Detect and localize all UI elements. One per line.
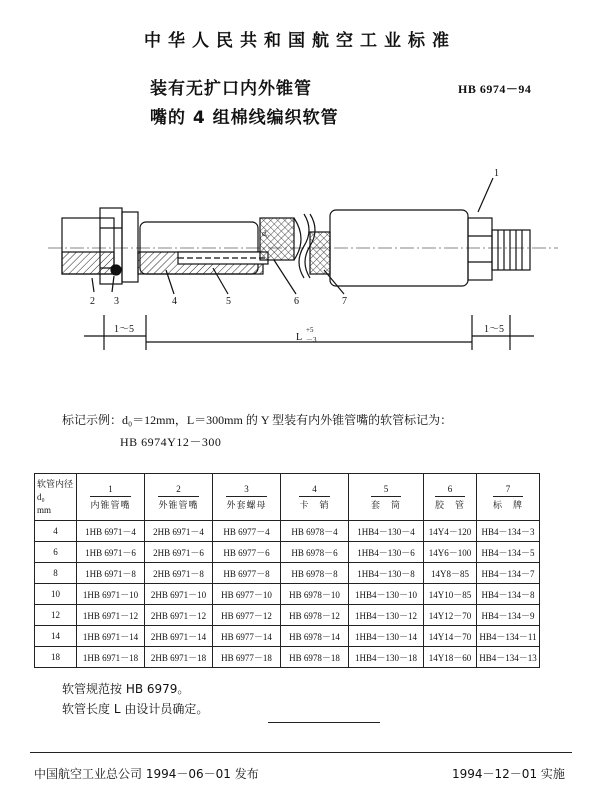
column-name: 套 筒 <box>371 496 401 511</box>
column-header <box>77 474 145 521</box>
marking-example-code: HB 6974Y12－300 <box>120 435 222 449</box>
table-cell: 12 <box>35 605 77 626</box>
table-cell: HB 6978－18 <box>281 647 349 668</box>
table-cell: 1HB 6971－18 <box>77 647 145 668</box>
table-cell: HB4－134－9 <box>477 605 540 626</box>
table-cell: 1HB4－130－8 <box>349 563 424 584</box>
column-number: 4 <box>312 483 317 494</box>
table-cell: 8 <box>35 563 77 584</box>
part-label-3: 3 <box>114 296 119 307</box>
table-cell: HB4－134－11 <box>477 626 540 647</box>
column-number: 5 <box>383 483 389 494</box>
part-label-2: 2 <box>90 296 95 307</box>
dim-right: 1～5 <box>484 324 504 335</box>
part-label-4: 4 <box>172 296 177 307</box>
table-cell: HB 6977－8 <box>213 563 281 584</box>
table-cell: HB 6978－4 <box>281 521 349 542</box>
table-row <box>35 521 540 542</box>
dim-left: 1～5 <box>114 324 134 335</box>
column-header <box>145 474 213 521</box>
table-corner <box>35 474 77 521</box>
table-cell: 2HB 6971－12 <box>145 605 213 626</box>
column-number: 6 <box>447 483 453 494</box>
part-label-6: 6 <box>294 296 299 307</box>
hose-assembly-drawing <box>48 160 558 360</box>
table-cell: 1HB 6971－14 <box>77 626 145 647</box>
table-cell: 14Y4－120 <box>424 521 477 542</box>
table-cell: HB 6977－10 <box>213 584 281 605</box>
column-number: 2 <box>176 483 181 494</box>
right-nut <box>468 218 492 280</box>
pin-ball <box>111 265 121 275</box>
table-cell: 2HB 6971－18 <box>145 647 213 668</box>
table-cell: 14Y12－70 <box>424 605 477 626</box>
table-cell: 1HB 6971－6 <box>77 542 145 563</box>
table-cell: HB 6978－14 <box>281 626 349 647</box>
table-header-row <box>35 474 540 521</box>
dim-tol-lower: －3 <box>306 336 317 344</box>
column-name: 外锥管嘴 <box>158 496 198 511</box>
table-cell: 14Y10－85 <box>424 584 477 605</box>
table-cell: 14 <box>35 626 77 647</box>
table-row <box>35 584 540 605</box>
column-header <box>213 474 281 521</box>
dim-tol-upper: +5 <box>306 326 314 334</box>
end-divider <box>268 722 380 723</box>
table-cell: 1HB 6971－12 <box>77 605 145 626</box>
table-cell: HB 6978－10 <box>281 584 349 605</box>
standard-code: HB 6974－94 <box>458 82 532 96</box>
table-cell: 1HB 6971－8 <box>77 563 145 584</box>
table-cell: 14Y8－85 <box>424 563 477 584</box>
table-cell: HB 6977－14 <box>213 626 281 647</box>
table-cell: 1HB4－130－4 <box>349 521 424 542</box>
column-name: 外套螺母 <box>226 496 266 511</box>
table-cell: 1HB 6971－10 <box>77 584 145 605</box>
part-label-5: 5 <box>226 296 231 307</box>
table-row <box>35 647 540 668</box>
marking-example: 标记示例：d₀＝12mm，L＝300mm 的 Y 型装有内外锥管嘴的软管标记为： <box>62 413 453 427</box>
table-cell: 1HB4－130－18 <box>349 647 424 668</box>
column-header <box>349 474 424 521</box>
table-cell: HB 6977－4 <box>213 521 281 542</box>
dim-length: L <box>296 332 303 343</box>
column-number: 1 <box>108 483 113 494</box>
document-title-line1: 装有无扩口内外锥管 <box>150 79 312 99</box>
table-cell: 6 <box>35 542 77 563</box>
table-cell: 2HB 6971－14 <box>145 626 213 647</box>
footer-effective-date: 1994－12－01 实施 <box>452 767 565 781</box>
column-name: 卡 销 <box>299 496 329 511</box>
table-cell: HB 6977－6 <box>213 542 281 563</box>
table-cell: HB4－134－3 <box>477 521 540 542</box>
table-cell: 1HB4－130－6 <box>349 542 424 563</box>
table-cell: HB4－134－8 <box>477 584 540 605</box>
table-cell: 10 <box>35 584 77 605</box>
table-cell: 18 <box>35 647 77 668</box>
corner-line-3: mm <box>37 504 52 515</box>
column-name: 胶 管 <box>435 496 465 511</box>
part-label-7: 7 <box>342 296 347 307</box>
table-row <box>35 605 540 626</box>
table-cell: 1HB4－130－10 <box>349 584 424 605</box>
note-hose-spec: 软管规范按 HB 6979。 <box>62 682 190 696</box>
table-cell: HB 6978－6 <box>281 542 349 563</box>
column-header <box>424 474 477 521</box>
corner-line-1: 软管内径 <box>37 478 74 489</box>
column-header <box>477 474 540 521</box>
note-hose-length: 软管长度 L 由设计员确定。 <box>62 702 209 716</box>
column-name: 标 牌 <box>493 496 523 511</box>
parts-table <box>34 473 540 668</box>
table-cell: 14Y14－70 <box>424 626 477 647</box>
column-name: 内锥管嘴 <box>90 496 130 511</box>
table-cell: 2HB 6971－4 <box>145 521 213 542</box>
braided-hose-left <box>260 218 294 260</box>
table-cell: HB 6978－12 <box>281 605 349 626</box>
column-number: 3 <box>244 483 249 494</box>
table-row <box>35 626 540 647</box>
header-title: 中华人民共和国航空工业标准 <box>144 31 456 51</box>
table-cell: HB 6977－18 <box>213 647 281 668</box>
table-cell: HB4－134－13 <box>477 647 540 668</box>
table-cell: 2HB 6971－6 <box>145 542 213 563</box>
table-cell: 1HB4－130－14 <box>349 626 424 647</box>
part-label-1: 1 <box>494 168 499 179</box>
table-cell: HB4－134－5 <box>477 542 540 563</box>
document-title-line2: 嘴的 4 组棉线编织软管 <box>150 108 339 128</box>
table-row <box>35 563 540 584</box>
table-cell: 1HB 6971－4 <box>77 521 145 542</box>
table-cell: 14Y18－60 <box>424 647 477 668</box>
column-number: 7 <box>505 483 511 494</box>
footer-issuer: 中国航空工业总公司 1994－06－01 发布 <box>34 767 259 781</box>
table-cell: HB4－134－7 <box>477 563 540 584</box>
dim-d0: d₀ <box>262 229 269 238</box>
table-cell: 4 <box>35 521 77 542</box>
table-cell: 14Y6－100 <box>424 542 477 563</box>
table-cell: 2HB 6971－10 <box>145 584 213 605</box>
corner-line-2: d₀ <box>37 491 45 502</box>
column-header <box>281 474 349 521</box>
table-row <box>35 542 540 563</box>
table-cell: HB 6978－8 <box>281 563 349 584</box>
table-cell: 2HB 6971－8 <box>145 563 213 584</box>
braided-hose-right <box>310 232 330 274</box>
table-cell: HB 6977－12 <box>213 605 281 626</box>
footer-divider <box>30 752 572 753</box>
table-cell: 1HB4－130－12 <box>349 605 424 626</box>
